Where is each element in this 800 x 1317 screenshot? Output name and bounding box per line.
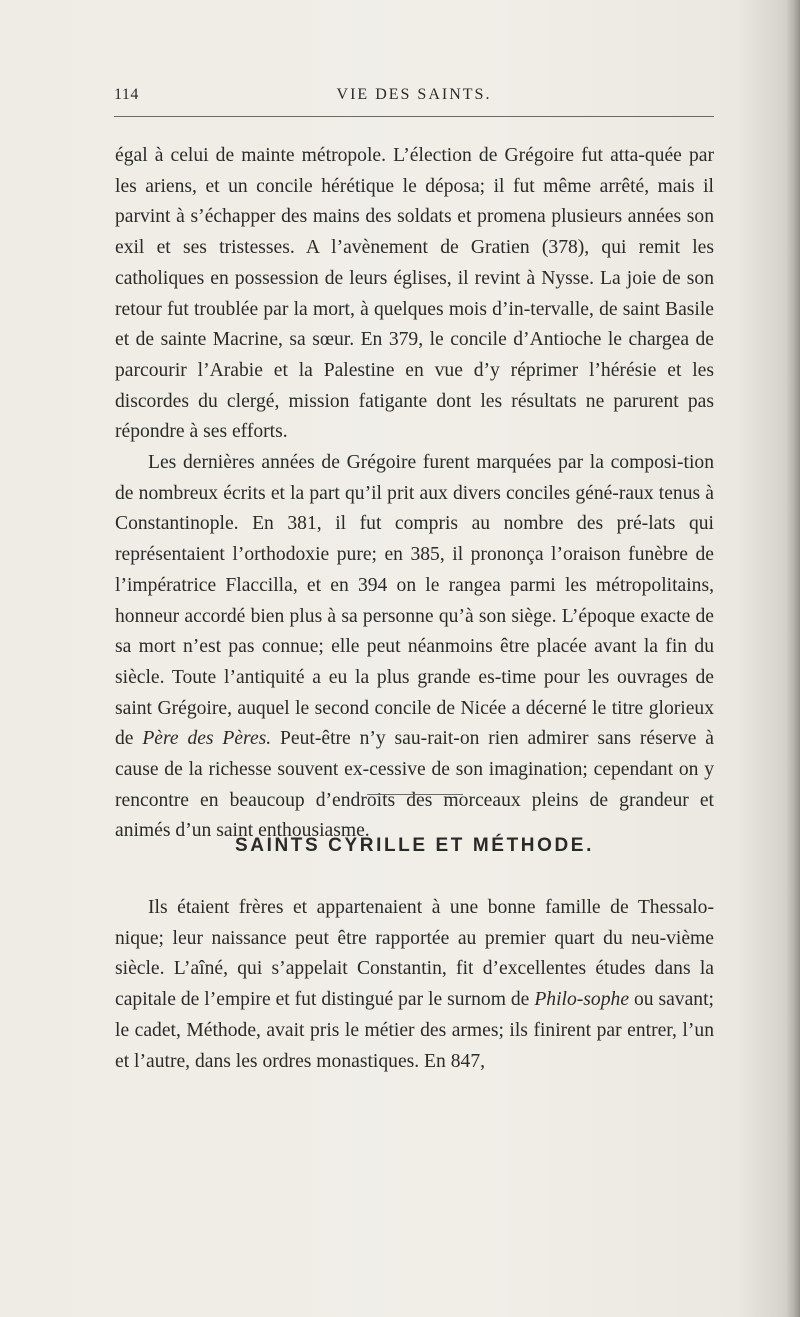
section-heading: SAINTS CYRILLE ET MÉTHODE. [235,835,594,856]
page-number: 114 [114,86,139,103]
section-2-body [115,893,714,1077]
paragraph-text: Les dernières années de Grégoire furent marquées par la composi-tion de nombreux écrits et la part qu’il prit aux divers conciles géné-raux tenus à Constantinople. En 381, il fut compris au nombre des pré-lats qui représentaient l’orthodoxie pure; en 385, il prononça l’oraison funèbre de l’impératrice Flaccilla, et en 394 on le rangea parmi les métropolitains, honneur accordé bien plus à sa personne qu’à son siège. L’époque exacte de sa mort n’est pas connue; elle peut néanmoins être placée avant la fin du siècle. Toute l’antiquité a eu la plus grande es-time pour les ouvrages de saint Grégoire, auquel le second concile de Nicée a décerné le titre glorieux de [115,452,714,750]
paragraph: égal à celui de mainte métropole. L’élection de Grégoire fut atta-quée par les ariens, et un concile hérétique le déposa; il fut même arrêté, mais il parvint à s’échapper des mains des soldats et promena plusieurs années son exil et ses tristesses. A l’avènement de Gratien (378), qui remit les catholiques en possession de leurs églises, il revint à Nysse. La joie de son retour fut troublée par la mort, à quelques mois d’in-tervalle, de saint Basile et de sainte Macrine, sa sœur. En 379, le concile d’Antioche le chargea de parcourir l’Arabie et la Palestine en vue d’y réprimer l’hérésie et les discordes du clergé, mission fatigante dont les résultats ne parurent pas répondre à ses efforts. [115,145,714,443]
paragraph-text: ou savant; le cadet, Méthode, avait pris le métier des armes; ils finirent par entrer, l’un et l’autre, dans les ordres monastiques. En 847, [115,989,714,1072]
running-header [114,86,714,110]
paragraph-text: Peut-être n’y sau-rait-on rien admirer sans réserve à cause de la richesse souvent ex-cessive de son imagination; cependant on y rencontre en beaucoup d’endroits des morceaux pleins de grandeur et animés d’un saint enthousiasme. [115,728,714,842]
paragraph [115,893,714,1077]
italic-term: Philo-sophe [534,989,630,1011]
paragraph-text: Ils étaient frères et appartenaient à une bonne famille de Thessalo-nique; leur naissance peut être rapportée au premier quart du neu-vième siècle. L’aîné, qui s’appelait Constantin, fit d’excellentes études dans la capitale de l’empire et fut distingué par le surnom de [115,897,714,1011]
page-edge-shadow [786,0,800,1317]
section-divider [367,794,463,795]
section-1-body [115,141,714,847]
running-title: VIE DES SAINTS. [336,86,492,103]
italic-title: Père des Pères. [142,728,272,750]
header-rule [114,116,714,117]
paragraph [115,448,714,847]
